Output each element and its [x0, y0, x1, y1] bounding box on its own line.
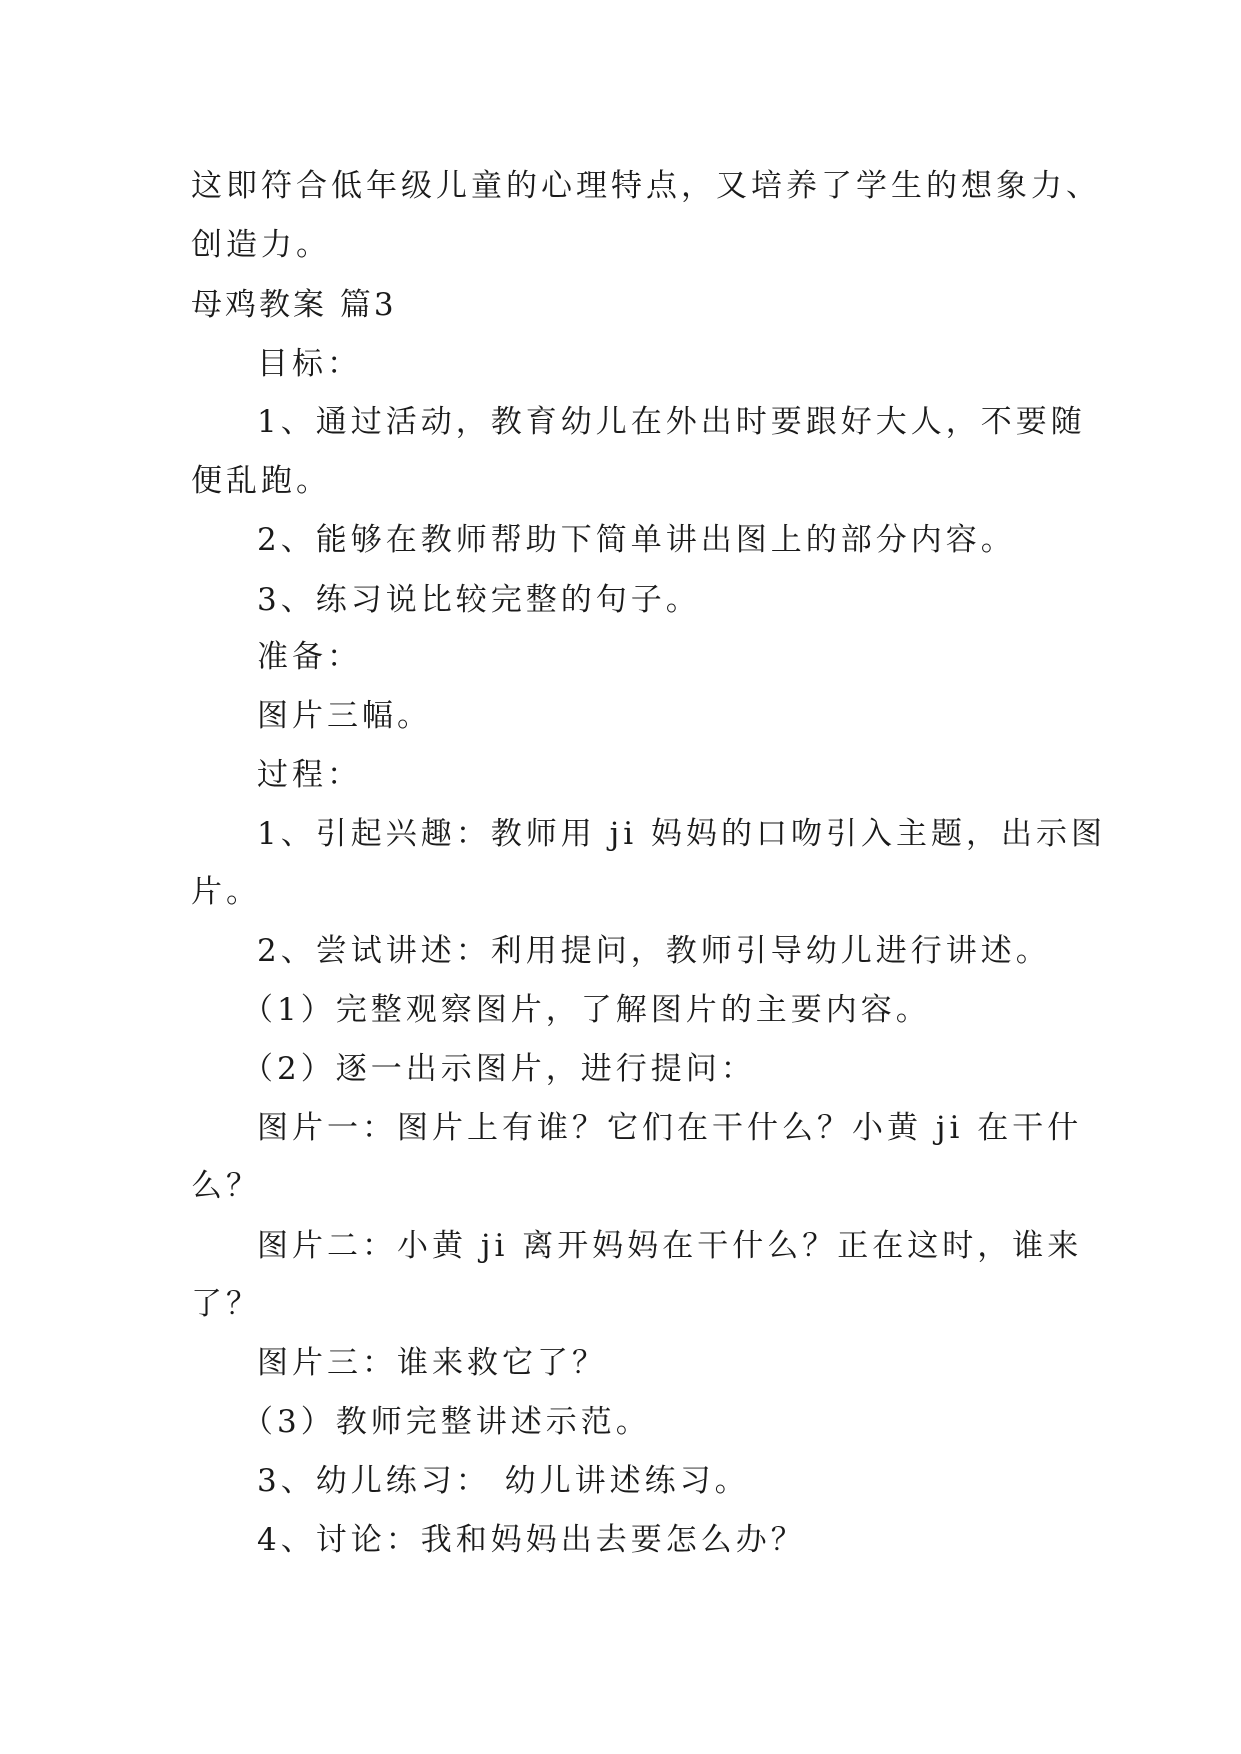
paragraph-line: 片。	[191, 874, 261, 910]
paragraph-line: （1）完整观察图片，了解图片的主要内容。	[242, 992, 931, 1028]
paragraph-line: 了？	[191, 1286, 261, 1322]
paragraph-line: 图片一：图片上有谁？它们在干什么？小黄 ji 在干什	[257, 1110, 1083, 1146]
paragraph-line: 3、练习说比较完整的句子。	[257, 582, 701, 618]
subheading-preparation: 准备：	[257, 639, 362, 675]
paragraph-line: 4、讨论：我和妈妈出去要怎么办？	[257, 1522, 806, 1558]
subheading-goals: 目标：	[257, 346, 362, 382]
paragraph-line: 1、引起兴趣：教师用 ji 妈妈的口吻引入主题，出示图	[257, 816, 1106, 852]
paragraph-line: 1、通过活动，教育幼儿在外出时要跟好大人，不要随	[257, 404, 1086, 440]
paragraph-line: 2、尝试讲述：利用提问，教师引导幼儿进行讲述。	[257, 933, 1051, 969]
paragraph-line: 便乱跑。	[191, 463, 331, 499]
paragraph-line: 图片三幅。	[257, 698, 432, 734]
paragraph-line: 2、能够在教师帮助下简单讲出图上的部分内容。	[257, 522, 1016, 558]
paragraph-line: （3）教师完整讲述示范。	[242, 1404, 651, 1440]
paragraph-line: 图片二：小黄 ji 离开妈妈在干什么？正在这时，谁来	[257, 1228, 1083, 1264]
paragraph-line: 图片三：谁来救它了？	[257, 1345, 607, 1381]
paragraph-line: （2）逐一出示图片，进行提问：	[242, 1051, 756, 1087]
section-heading: 母鸡教案 篇3	[191, 287, 397, 323]
paragraph-line: 创造力。	[191, 227, 331, 263]
paragraph-line: 这即符合低年级儿童的心理特点，又培养了学生的想象力、	[191, 168, 1101, 204]
paragraph-line: 么？	[191, 1168, 261, 1204]
subheading-process: 过程：	[257, 757, 362, 793]
paragraph-line: 3、幼儿练习： 幼儿讲述练习。	[257, 1463, 750, 1499]
